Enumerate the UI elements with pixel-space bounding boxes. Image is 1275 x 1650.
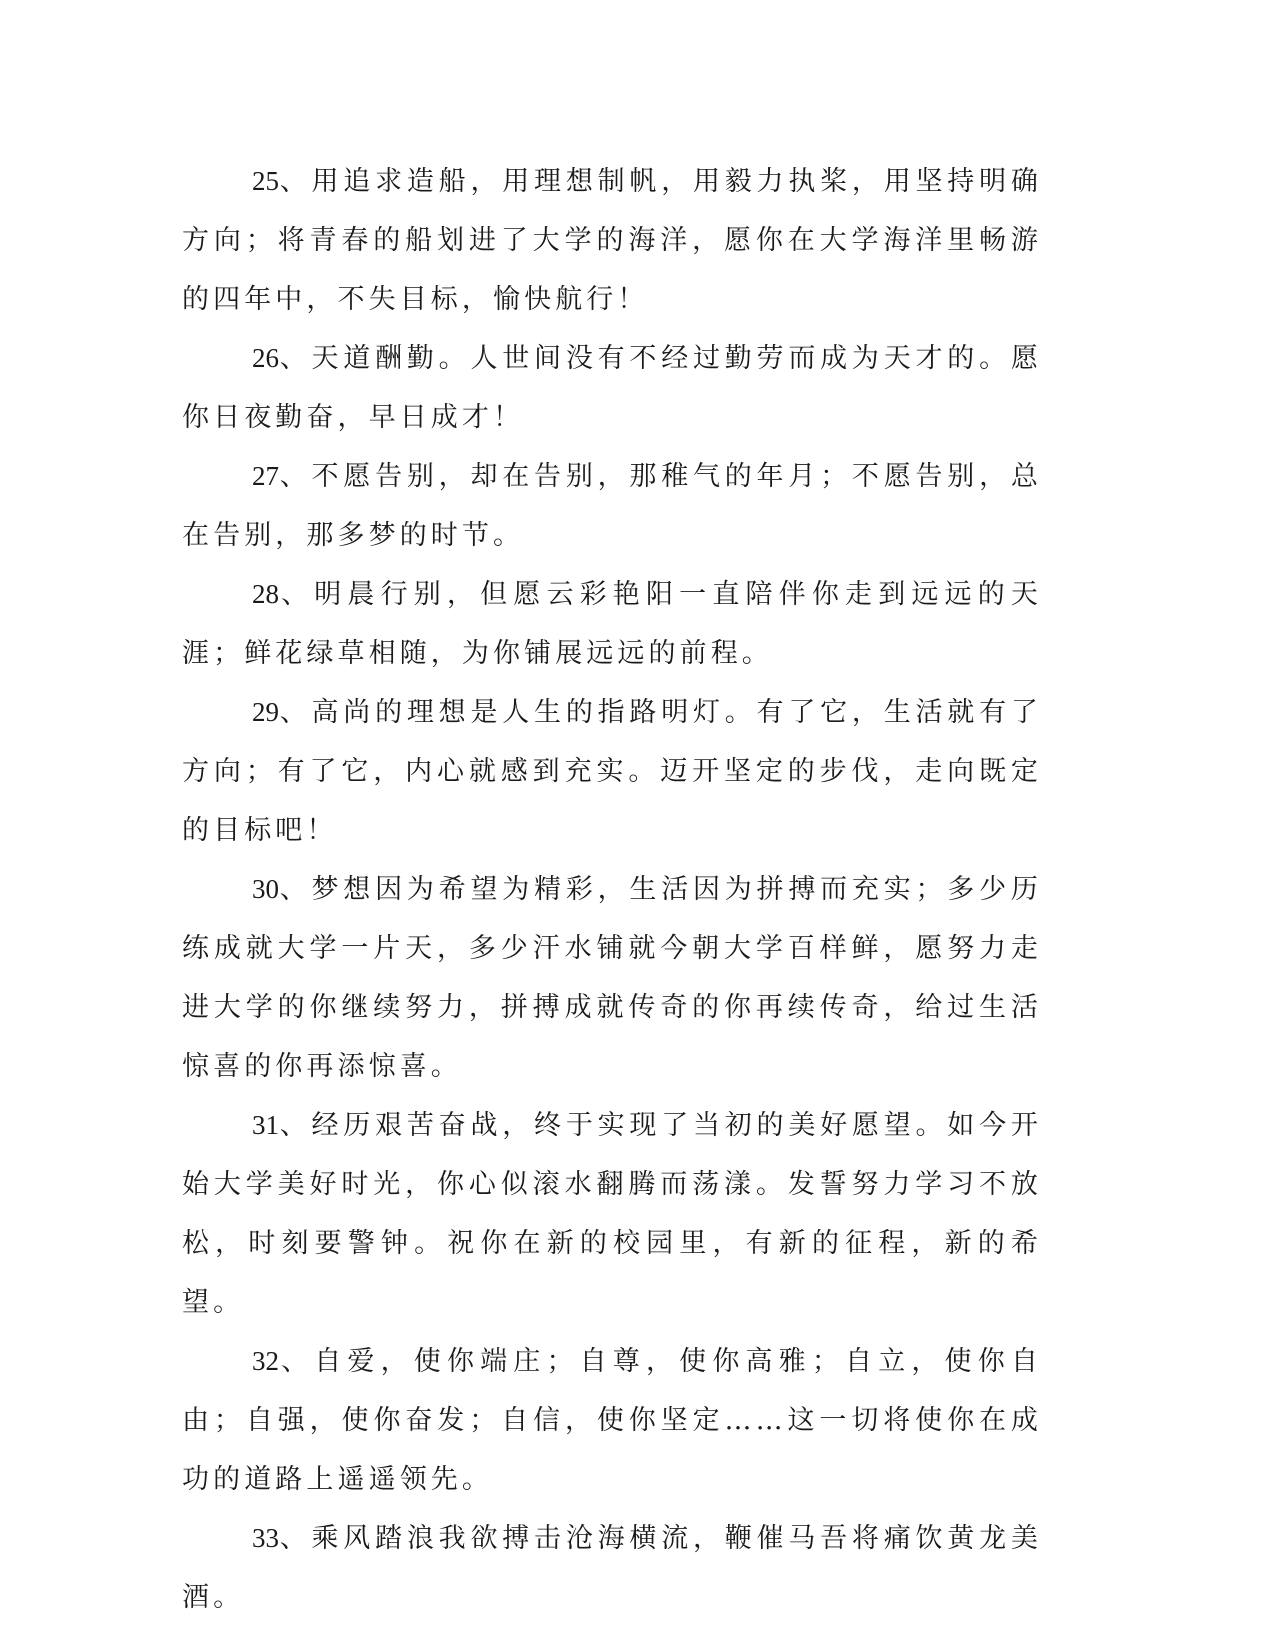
paragraph-number: 25 (252, 166, 279, 196)
paragraph-26 (182, 329, 1042, 447)
paragraph-text: 、经历艰苦奋战，终于实现了当初的美好愿望。如今开始大学美好时光，你心似滚水翻腾而荡漾。发誓努力学习不放松，时刻要警钟。祝你在新的校园里，有新的征程，新的希望。 (182, 1110, 1042, 1318)
paragraph-31 (182, 1096, 1042, 1332)
paragraph-text: 、高尚的理想是人生的指路明灯。有了它，生活就有了方向；有了它，内心就感到充实。迈开坚定的步伐，走向既定的目标吧！ (182, 697, 1042, 846)
paragraph-text: 、明晨行别，但愿云彩艳阳一直陪伴你走到远远的天涯；鲜花绿草相随，为你铺展远远的前程。 (182, 579, 1042, 669)
paragraph-text: 、梦想因为希望为精彩，生活因为拼搏而充实；多少历练成就大学一片天，多少汗水铺就今朝大学百样鲜，愿努力走进大学的你继续努力，拼搏成就传奇的你再续传奇，给过生活惊喜的你再添惊喜。 (182, 874, 1042, 1082)
paragraph-29 (182, 683, 1042, 860)
paragraph-27 (182, 447, 1042, 565)
paragraph-30 (182, 860, 1042, 1096)
document-body (182, 152, 1042, 1627)
paragraph-number: 33 (252, 1523, 279, 1553)
paragraph-text: 、用追求造船，用理想制帆，用毅力执桨，用坚持明确方向；将青春的船划进了大学的海洋，愿你在大学海洋里畅游的四年中，不失目标，愉快航行！ (182, 166, 1042, 315)
paragraph-28 (182, 565, 1042, 683)
paragraph-25 (182, 152, 1042, 329)
paragraph-number: 26 (252, 343, 279, 373)
paragraph-text: 、自爱，使你端庄；自尊，使你高雅；自立，使你自由；自强，使你奋发；自信，使你坚定……这一切将使你在成功的道路上遥遥领先。 (182, 1346, 1042, 1495)
paragraph-number: 29 (252, 697, 279, 727)
paragraph-number: 30 (252, 874, 279, 904)
paragraph-32 (182, 1332, 1042, 1509)
paragraph-text: 、天道酬勤。人世间没有不经过勤劳而成为天才的。愿你日夜勤奋，早日成才！ (182, 343, 1042, 433)
paragraph-text: 、乘风踏浪我欲搏击沧海横流，鞭催马吾将痛饮黄龙美酒。 (182, 1523, 1042, 1613)
paragraph-text: 、不愿告别，却在告别，那稚气的年月；不愿告别，总在告别，那多梦的时节。 (182, 461, 1042, 551)
paragraph-number: 31 (252, 1110, 279, 1140)
paragraph-number: 27 (252, 461, 279, 491)
paragraph-number: 32 (252, 1346, 279, 1376)
paragraph-33 (182, 1509, 1042, 1627)
paragraph-number: 28 (252, 579, 279, 609)
